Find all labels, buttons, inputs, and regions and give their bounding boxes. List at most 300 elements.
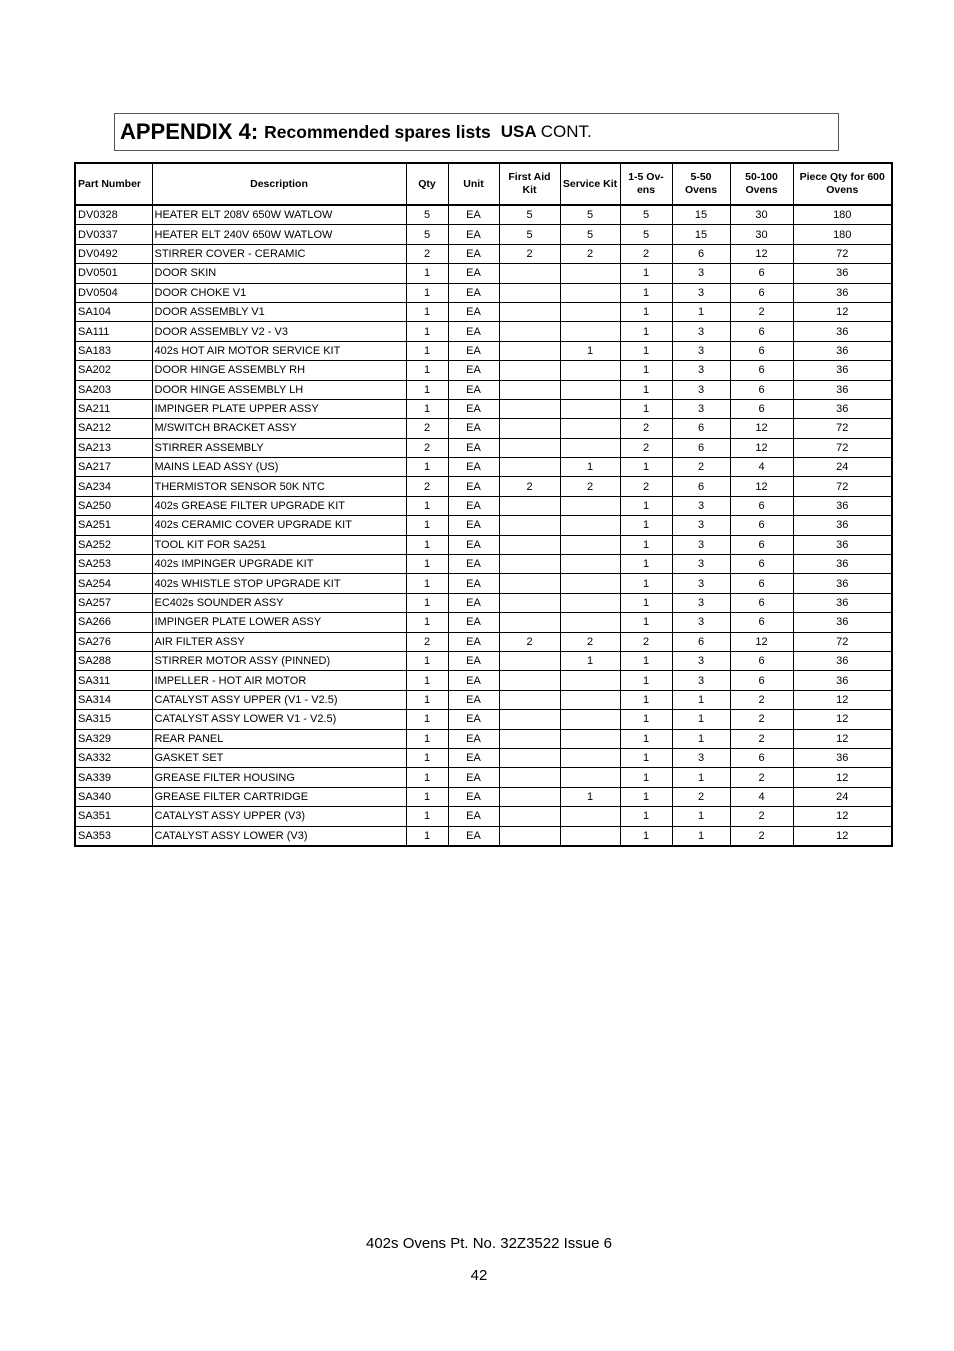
- cell-part-number: SA254: [75, 574, 152, 593]
- cell-qty-50-100-ovens: 30: [730, 205, 793, 225]
- cell-qty-600-ovens: 36: [793, 535, 892, 554]
- cell-qty-50-100-ovens: 30: [730, 225, 793, 244]
- cell-qty-50-100-ovens: 6: [730, 748, 793, 767]
- cell-qty-5-50-ovens: 6: [672, 419, 730, 438]
- col-header-5-50-ovens: 5-50 Ovens: [672, 163, 730, 205]
- cell-description: REAR PANEL: [152, 729, 406, 748]
- cell-service-kit: [560, 302, 620, 321]
- cell-description: IMPINGER PLATE UPPER ASSY: [152, 399, 406, 418]
- cell-qty-50-100-ovens: 6: [730, 283, 793, 302]
- page-title: [114, 113, 839, 151]
- table-row: [75, 477, 892, 496]
- cell-qty-50-100-ovens: 12: [730, 477, 793, 496]
- cell-unit: EA: [448, 787, 499, 806]
- table-row: [75, 419, 892, 438]
- cell-part-number: SA339: [75, 768, 152, 787]
- cell-part-number: SA250: [75, 496, 152, 515]
- cell-service-kit: [560, 496, 620, 515]
- cell-service-kit: 2: [560, 244, 620, 263]
- cell-qty-50-100-ovens: 12: [730, 632, 793, 651]
- cell-first-aid-kit: [499, 593, 560, 612]
- cell-qty-600-ovens: 36: [793, 516, 892, 535]
- cell-first-aid-kit: [499, 555, 560, 574]
- cell-first-aid-kit: [499, 283, 560, 302]
- cell-qty-1-5-ovens: 1: [620, 787, 672, 806]
- cell-qty-600-ovens: 180: [793, 225, 892, 244]
- cell-qty-600-ovens: 36: [793, 555, 892, 574]
- cell-description: 402s CERAMIC COVER UPGRADE KIT: [152, 516, 406, 535]
- cell-qty-1-5-ovens: 2: [620, 477, 672, 496]
- cell-first-aid-kit: [499, 380, 560, 399]
- table-row: [75, 341, 892, 360]
- cell-description: DOOR ASSEMBLY V2 - V3: [152, 322, 406, 341]
- cell-description: DOOR CHOKE V1: [152, 283, 406, 302]
- table-row: [75, 205, 892, 225]
- cell-qty-50-100-ovens: 4: [730, 787, 793, 806]
- cell-qty: 1: [406, 322, 448, 341]
- cell-qty-600-ovens: 36: [793, 671, 892, 690]
- cell-unit: EA: [448, 438, 499, 457]
- cell-unit: EA: [448, 826, 499, 846]
- cell-qty: 1: [406, 302, 448, 321]
- cell-qty-5-50-ovens: 6: [672, 438, 730, 457]
- cell-qty-1-5-ovens: 1: [620, 768, 672, 787]
- cell-qty-5-50-ovens: 1: [672, 729, 730, 748]
- cell-service-kit: [560, 283, 620, 302]
- cell-first-aid-kit: [499, 496, 560, 515]
- cell-qty: 5: [406, 205, 448, 225]
- cell-unit: EA: [448, 671, 499, 690]
- cell-qty-600-ovens: 36: [793, 322, 892, 341]
- cell-service-kit: [560, 438, 620, 457]
- cell-part-number: SA104: [75, 302, 152, 321]
- cell-qty-600-ovens: 36: [793, 651, 892, 670]
- cell-qty-1-5-ovens: 1: [620, 613, 672, 632]
- cell-qty-1-5-ovens: 1: [620, 555, 672, 574]
- cell-qty-50-100-ovens: 2: [730, 690, 793, 709]
- cell-qty-50-100-ovens: 12: [730, 244, 793, 263]
- cell-unit: EA: [448, 516, 499, 535]
- cell-qty-600-ovens: 12: [793, 710, 892, 729]
- cell-first-aid-kit: [499, 787, 560, 806]
- cell-unit: EA: [448, 593, 499, 612]
- cell-first-aid-kit: [499, 671, 560, 690]
- cell-description: TOOL KIT FOR SA251: [152, 535, 406, 554]
- cell-part-number: DV0492: [75, 244, 152, 263]
- cell-qty-600-ovens: 36: [793, 593, 892, 612]
- cell-qty-5-50-ovens: 1: [672, 807, 730, 826]
- cell-qty: 1: [406, 748, 448, 767]
- cell-unit: EA: [448, 748, 499, 767]
- col-header-qty: Qty: [406, 163, 448, 205]
- cell-description: DOOR SKIN: [152, 264, 406, 283]
- cell-qty-1-5-ovens: 1: [620, 496, 672, 515]
- cell-unit: EA: [448, 399, 499, 418]
- cell-qty-5-50-ovens: 6: [672, 244, 730, 263]
- cell-service-kit: [560, 322, 620, 341]
- cell-part-number: SA234: [75, 477, 152, 496]
- cell-description: DOOR HINGE ASSEMBLY LH: [152, 380, 406, 399]
- cell-qty-600-ovens: 36: [793, 341, 892, 360]
- col-header-description: Description: [152, 163, 406, 205]
- cell-first-aid-kit: [499, 690, 560, 709]
- cell-part-number: SA213: [75, 438, 152, 457]
- cell-part-number: SA311: [75, 671, 152, 690]
- cell-qty-600-ovens: 72: [793, 438, 892, 457]
- cell-service-kit: [560, 807, 620, 826]
- cell-qty-5-50-ovens: 3: [672, 399, 730, 418]
- cell-service-kit: [560, 710, 620, 729]
- cell-part-number: DV0504: [75, 283, 152, 302]
- cell-qty-1-5-ovens: 1: [620, 361, 672, 380]
- cell-service-kit: 5: [560, 205, 620, 225]
- cell-first-aid-kit: [499, 613, 560, 632]
- col-header-unit: Unit: [448, 163, 499, 205]
- cell-unit: EA: [448, 535, 499, 554]
- cell-qty-600-ovens: 36: [793, 574, 892, 593]
- cell-description: CATALYST ASSY LOWER (V3): [152, 826, 406, 846]
- cell-qty-600-ovens: 36: [793, 613, 892, 632]
- cell-first-aid-kit: [499, 748, 560, 767]
- cell-part-number: SA217: [75, 458, 152, 477]
- cell-qty: 1: [406, 574, 448, 593]
- cell-qty-600-ovens: 12: [793, 729, 892, 748]
- cell-qty-50-100-ovens: 6: [730, 555, 793, 574]
- cell-unit: EA: [448, 302, 499, 321]
- cell-qty-50-100-ovens: 6: [730, 399, 793, 418]
- cell-qty-50-100-ovens: 2: [730, 826, 793, 846]
- cell-part-number: SA266: [75, 613, 152, 632]
- cell-qty-5-50-ovens: 1: [672, 690, 730, 709]
- cell-qty: 5: [406, 225, 448, 244]
- cell-qty-5-50-ovens: 3: [672, 322, 730, 341]
- cell-qty: 1: [406, 264, 448, 283]
- cell-qty-600-ovens: 72: [793, 632, 892, 651]
- cell-description: GREASE FILTER HOUSING: [152, 768, 406, 787]
- cell-qty: 1: [406, 651, 448, 670]
- cell-qty-600-ovens: 12: [793, 768, 892, 787]
- cell-description: CATALYST ASSY LOWER V1 - V2.5): [152, 710, 406, 729]
- cell-qty-1-5-ovens: 1: [620, 593, 672, 612]
- table-row: [75, 361, 892, 380]
- cell-unit: EA: [448, 458, 499, 477]
- cell-description: CATALYST ASSY UPPER (V1 - V2.5): [152, 690, 406, 709]
- cell-qty-600-ovens: 36: [793, 264, 892, 283]
- cell-service-kit: 1: [560, 458, 620, 477]
- cell-qty: 1: [406, 671, 448, 690]
- cell-qty: 2: [406, 244, 448, 263]
- cell-description: THERMISTOR SENSOR 50K NTC: [152, 477, 406, 496]
- cell-service-kit: [560, 380, 620, 399]
- cell-unit: EA: [448, 341, 499, 360]
- cell-qty-1-5-ovens: 1: [620, 535, 672, 554]
- cell-qty-1-5-ovens: 1: [620, 710, 672, 729]
- cell-description: STIRRER ASSEMBLY: [152, 438, 406, 457]
- cell-part-number: SA353: [75, 826, 152, 846]
- cell-first-aid-kit: [499, 458, 560, 477]
- cell-description: IMPINGER PLATE LOWER ASSY: [152, 613, 406, 632]
- cell-qty-1-5-ovens: 1: [620, 651, 672, 670]
- cell-qty: 2: [406, 477, 448, 496]
- cell-description: 402s HOT AIR MOTOR SERVICE KIT: [152, 341, 406, 360]
- cell-qty: 1: [406, 361, 448, 380]
- cell-qty: 1: [406, 458, 448, 477]
- cell-qty-5-50-ovens: 1: [672, 826, 730, 846]
- cell-part-number: SA183: [75, 341, 152, 360]
- cell-qty-50-100-ovens: 6: [730, 516, 793, 535]
- table-row: [75, 748, 892, 767]
- cell-unit: EA: [448, 729, 499, 748]
- cell-qty-5-50-ovens: 6: [672, 477, 730, 496]
- cell-service-kit: [560, 419, 620, 438]
- table-row: [75, 264, 892, 283]
- cell-qty-1-5-ovens: 1: [620, 690, 672, 709]
- cell-qty-1-5-ovens: 1: [620, 807, 672, 826]
- cell-first-aid-kit: [499, 302, 560, 321]
- cell-qty: 2: [406, 632, 448, 651]
- cell-qty-50-100-ovens: 6: [730, 651, 793, 670]
- cell-part-number: SA340: [75, 787, 152, 806]
- cell-qty-600-ovens: 12: [793, 807, 892, 826]
- cell-service-kit: [560, 574, 620, 593]
- cell-qty-50-100-ovens: 2: [730, 710, 793, 729]
- cell-service-kit: [560, 361, 620, 380]
- cell-qty-600-ovens: 12: [793, 690, 892, 709]
- cell-qty-1-5-ovens: 1: [620, 458, 672, 477]
- cell-unit: EA: [448, 244, 499, 263]
- table-row: [75, 535, 892, 554]
- cell-service-kit: [560, 748, 620, 767]
- cell-qty-5-50-ovens: 1: [672, 768, 730, 787]
- table-row: [75, 516, 892, 535]
- cell-first-aid-kit: 2: [499, 244, 560, 263]
- cell-qty-50-100-ovens: 12: [730, 438, 793, 457]
- table-row: [75, 302, 892, 321]
- table-row: [75, 458, 892, 477]
- cell-qty: 1: [406, 516, 448, 535]
- cell-qty: 1: [406, 555, 448, 574]
- cell-service-kit: 1: [560, 787, 620, 806]
- cell-service-kit: 2: [560, 477, 620, 496]
- cell-qty-5-50-ovens: 3: [672, 651, 730, 670]
- cell-qty-50-100-ovens: 2: [730, 302, 793, 321]
- cell-qty-50-100-ovens: 6: [730, 671, 793, 690]
- cell-qty-600-ovens: 36: [793, 283, 892, 302]
- region-label: USA: [500, 122, 537, 141]
- cell-first-aid-kit: [499, 419, 560, 438]
- table-row: [75, 555, 892, 574]
- cell-qty-5-50-ovens: 3: [672, 341, 730, 360]
- cell-qty-600-ovens: 36: [793, 380, 892, 399]
- cell-qty-50-100-ovens: 6: [730, 361, 793, 380]
- cell-qty-5-50-ovens: 3: [672, 283, 730, 302]
- cell-qty: 1: [406, 593, 448, 612]
- cell-qty-600-ovens: 72: [793, 419, 892, 438]
- cell-qty-50-100-ovens: 6: [730, 380, 793, 399]
- cell-description: CATALYST ASSY UPPER (V3): [152, 807, 406, 826]
- cell-first-aid-kit: [499, 807, 560, 826]
- cell-qty-1-5-ovens: 2: [620, 419, 672, 438]
- cell-description: DOOR HINGE ASSEMBLY RH: [152, 361, 406, 380]
- appendix-subtitle: Recommended spares lists: [264, 121, 491, 142]
- cell-qty-5-50-ovens: 3: [672, 671, 730, 690]
- table-row: [75, 807, 892, 826]
- table-row: [75, 826, 892, 846]
- cell-unit: EA: [448, 690, 499, 709]
- cell-qty-50-100-ovens: 6: [730, 613, 793, 632]
- cell-part-number: DV0501: [75, 264, 152, 283]
- cell-qty: 1: [406, 535, 448, 554]
- cell-qty-50-100-ovens: 6: [730, 535, 793, 554]
- cell-qty-5-50-ovens: 2: [672, 458, 730, 477]
- cell-first-aid-kit: [499, 535, 560, 554]
- cell-qty-5-50-ovens: 3: [672, 748, 730, 767]
- cell-part-number: SA212: [75, 419, 152, 438]
- cell-qty-5-50-ovens: 1: [672, 710, 730, 729]
- cell-part-number: SA332: [75, 748, 152, 767]
- cell-unit: EA: [448, 361, 499, 380]
- table-row: [75, 671, 892, 690]
- cell-qty-5-50-ovens: 3: [672, 574, 730, 593]
- cell-first-aid-kit: [499, 710, 560, 729]
- cell-part-number: SA111: [75, 322, 152, 341]
- cell-qty-600-ovens: 36: [793, 361, 892, 380]
- cell-qty-1-5-ovens: 1: [620, 399, 672, 418]
- cell-service-kit: [560, 613, 620, 632]
- cell-qty-600-ovens: 36: [793, 496, 892, 515]
- cell-description: 402s WHISTLE STOP UPGRADE KIT: [152, 574, 406, 593]
- spares-table: [74, 162, 893, 847]
- cell-part-number: SA202: [75, 361, 152, 380]
- cell-qty: 2: [406, 438, 448, 457]
- document-reference: 402s Ovens Pt. No. 32Z3522 Issue 6: [366, 1235, 612, 1252]
- cell-unit: EA: [448, 496, 499, 515]
- cell-part-number: SA211: [75, 399, 152, 418]
- cell-qty-1-5-ovens: 1: [620, 729, 672, 748]
- table-row: [75, 729, 892, 748]
- cell-description: 402s IMPINGER UPGRADE KIT: [152, 555, 406, 574]
- cell-qty-50-100-ovens: 12: [730, 419, 793, 438]
- cell-qty-5-50-ovens: 6: [672, 632, 730, 651]
- cell-part-number: SA251: [75, 516, 152, 535]
- cell-qty: 2: [406, 419, 448, 438]
- cell-qty-600-ovens: 12: [793, 826, 892, 846]
- cell-first-aid-kit: [499, 399, 560, 418]
- cell-description: GREASE FILTER CARTRIDGE: [152, 787, 406, 806]
- cell-qty-600-ovens: 24: [793, 787, 892, 806]
- cell-qty: 1: [406, 807, 448, 826]
- cell-service-kit: [560, 516, 620, 535]
- cell-qty: 1: [406, 380, 448, 399]
- cell-service-kit: 5: [560, 225, 620, 244]
- cell-qty-5-50-ovens: 15: [672, 225, 730, 244]
- cell-qty: 1: [406, 690, 448, 709]
- cell-unit: EA: [448, 205, 499, 225]
- cell-part-number: DV0328: [75, 205, 152, 225]
- cell-qty-5-50-ovens: 1: [672, 302, 730, 321]
- cell-description: STIRRER MOTOR ASSY (PINNED): [152, 651, 406, 670]
- cell-part-number: SA203: [75, 380, 152, 399]
- cell-service-kit: [560, 671, 620, 690]
- table-row: [75, 438, 892, 457]
- cell-qty: 1: [406, 710, 448, 729]
- cell-first-aid-kit: [499, 264, 560, 283]
- cell-description: M/SWITCH BRACKET ASSY: [152, 419, 406, 438]
- cell-service-kit: 1: [560, 341, 620, 360]
- cell-service-kit: [560, 729, 620, 748]
- cell-description: 402s GREASE FILTER UPGRADE KIT: [152, 496, 406, 515]
- cell-service-kit: [560, 826, 620, 846]
- cell-qty-600-ovens: 12: [793, 302, 892, 321]
- table-row: [75, 613, 892, 632]
- cell-unit: EA: [448, 322, 499, 341]
- cell-qty: 1: [406, 613, 448, 632]
- cell-qty-1-5-ovens: 5: [620, 225, 672, 244]
- cell-qty-600-ovens: 24: [793, 458, 892, 477]
- cell-qty-1-5-ovens: 2: [620, 244, 672, 263]
- cell-description: HEATER ELT 240V 650W WATLOW: [152, 225, 406, 244]
- cell-qty-1-5-ovens: 1: [620, 264, 672, 283]
- cell-qty-50-100-ovens: 4: [730, 458, 793, 477]
- table-row: [75, 322, 892, 341]
- cell-qty: 1: [406, 729, 448, 748]
- cell-first-aid-kit: 2: [499, 477, 560, 496]
- table-row: [75, 244, 892, 263]
- cell-unit: EA: [448, 632, 499, 651]
- cell-qty-1-5-ovens: 1: [620, 283, 672, 302]
- cell-qty-5-50-ovens: 2: [672, 787, 730, 806]
- table-row: [75, 380, 892, 399]
- table-row: [75, 399, 892, 418]
- cell-qty-1-5-ovens: 2: [620, 632, 672, 651]
- cell-first-aid-kit: [499, 651, 560, 670]
- cell-first-aid-kit: 2: [499, 632, 560, 651]
- cell-part-number: SA257: [75, 593, 152, 612]
- table-row: [75, 651, 892, 670]
- cell-service-kit: [560, 768, 620, 787]
- cell-description: HEATER ELT 208V 650W WATLOW: [152, 205, 406, 225]
- cell-qty: 1: [406, 399, 448, 418]
- cell-service-kit: [560, 399, 620, 418]
- cell-first-aid-kit: [499, 438, 560, 457]
- cell-unit: EA: [448, 574, 499, 593]
- cell-qty-5-50-ovens: 3: [672, 380, 730, 399]
- cell-qty: 1: [406, 496, 448, 515]
- cell-qty-1-5-ovens: 1: [620, 516, 672, 535]
- cell-qty-1-5-ovens: 1: [620, 826, 672, 846]
- cell-first-aid-kit: 5: [499, 205, 560, 225]
- cell-part-number: SA253: [75, 555, 152, 574]
- cell-unit: EA: [448, 710, 499, 729]
- cell-qty-5-50-ovens: 3: [672, 496, 730, 515]
- col-header-600-ovens: Piece Qty for 600 Ovens: [793, 163, 892, 205]
- cell-qty-50-100-ovens: 6: [730, 574, 793, 593]
- cell-first-aid-kit: [499, 574, 560, 593]
- cell-qty-50-100-ovens: 2: [730, 807, 793, 826]
- cell-part-number: SA351: [75, 807, 152, 826]
- cell-qty-5-50-ovens: 3: [672, 516, 730, 535]
- cell-qty-5-50-ovens: 3: [672, 613, 730, 632]
- cell-qty-1-5-ovens: 1: [620, 748, 672, 767]
- cell-unit: EA: [448, 283, 499, 302]
- cell-qty-5-50-ovens: 15: [672, 205, 730, 225]
- table-row: [75, 690, 892, 709]
- table-row: [75, 632, 892, 651]
- cell-description: STIRRER COVER - CERAMIC: [152, 244, 406, 263]
- cell-description: MAINS LEAD ASSY (US): [152, 458, 406, 477]
- cell-description: EC402s SOUNDER ASSY: [152, 593, 406, 612]
- cell-qty: 1: [406, 826, 448, 846]
